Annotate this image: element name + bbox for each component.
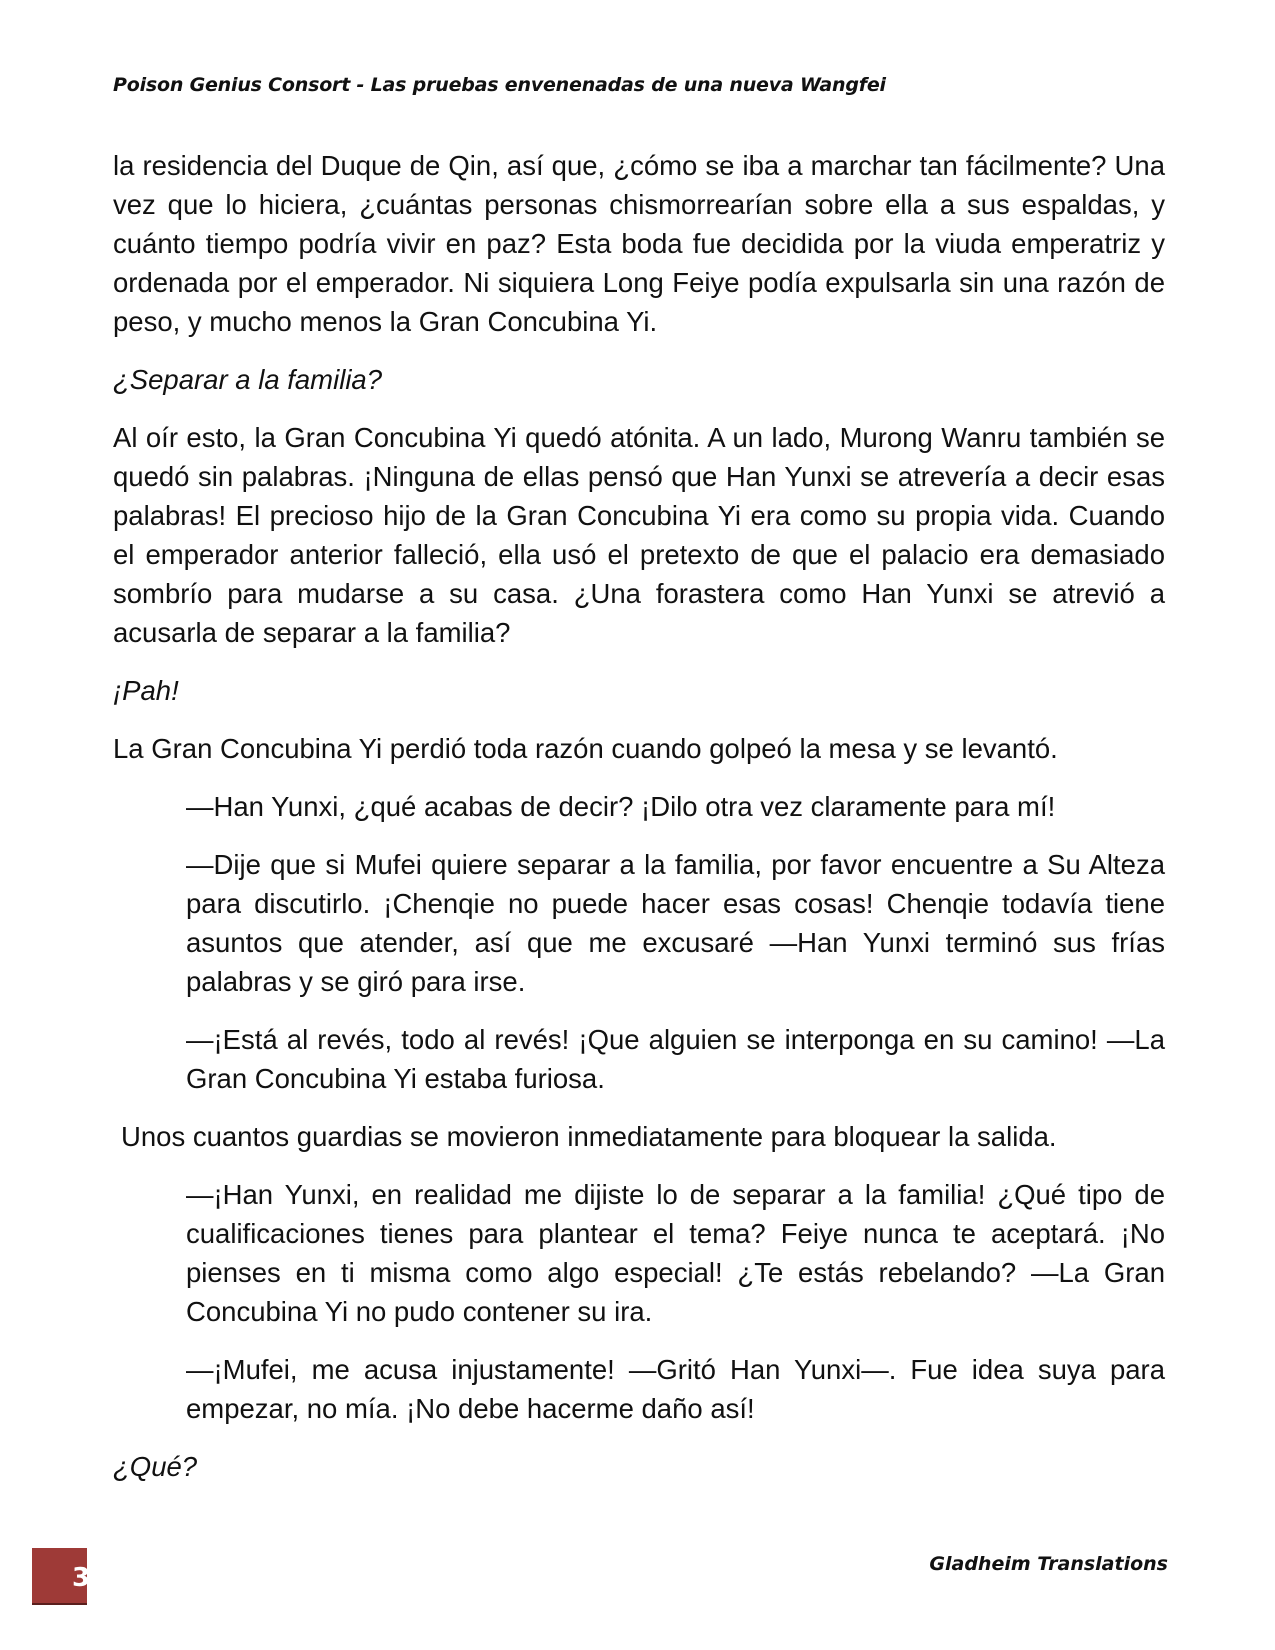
dialogue-paragraph: —¡Está al revés, todo al revés! ¡Que alguien se interponga en su camino! —La Gran Concubina Yi estaba furiosa. (186, 1024, 1165, 1094)
running-header: Poison Genius Consort - Las pruebas envenenadas de una nueva Wangfei (113, 74, 886, 96)
italic-paragraph: ¡Pah! (113, 675, 179, 706)
paragraph: La Gran Concubina Yi perdió toda razón cuando golpeó la mesa y se levantó. (113, 733, 1058, 764)
dialogue-paragraph: —¡Mufei, me acusa injustamente! —Gritó Han Yunxi—. Fue idea suya para empezar, no mía. ¡No debe hacerme daño así! (186, 1354, 1165, 1424)
document-body (113, 146, 1165, 1505)
dialogue-paragraph: —¡Han Yunxi, en realidad me dijiste lo de separar a la familia! ¿Qué tipo de cualificaciones tienes para plantear el tema? Feiye nunca te aceptará. ¡No pienses en ti misma como algo especial! ¿Te estás rebelando? —La Gran Concubina Yi no pudo contener su ira. (186, 1179, 1165, 1327)
paragraph: Unos cuantos guardias se movieron inmediatamente para bloquear la salida. (121, 1121, 1057, 1152)
italic-paragraph: ¿Separar a la familia? (113, 364, 383, 395)
paragraph: Al oír esto, la Gran Concubina Yi quedó atónita. A un lado, Murong Wanru también se quedó sin palabras. ¡Ninguna de ellas pensó que Han Yunxi se atrevería a decir esas palabras! El precioso hijo de la Gran Concubina Yi era como su propia vida. Cuando el emperador anterior falleció, ella usó el pretexto de que el palacio era demasiado sombrío para mudarse a su casa. ¿Una forastera como Han Yunxi se atrevió a acusarla de separar a la familia? (113, 422, 1165, 648)
dialogue-paragraph: —Han Yunxi, ¿qué acabas de decir? ¡Dilo otra vez claramente para mí! (186, 791, 1056, 822)
italic-paragraph: ¿Qué? (113, 1451, 198, 1482)
page-number: 3 (72, 1563, 91, 1593)
paragraph: la residencia del Duque de Qin, así que, ¿cómo se iba a marchar tan fácilmente? Una vez que lo hiciera, ¿cuántas personas chismorrearían sobre ella a sus espaldas, y cuánto tiempo podría vivir en paz? Esta boda fue decidida por la viuda emperatriz y ordenada por el emperador. Ni siquiera Long Feiye podía expulsarla sin una razón de peso, y mucho menos la Gran Concubina Yi. (113, 150, 1165, 337)
footer-divider (32, 1603, 87, 1605)
footer-credit: Gladheim Translations (929, 1553, 1168, 1575)
dialogue-paragraph: —Dije que si Mufei quiere separar a la familia, por favor encuentre a Su Alteza para discutirlo. ¡Chenqie no puede hacer esas cosas! Chenqie todavía tiene asuntos que atender, así que me excusaré —Han Yunxi terminó sus frías palabras y se giró para irse. (186, 849, 1165, 997)
